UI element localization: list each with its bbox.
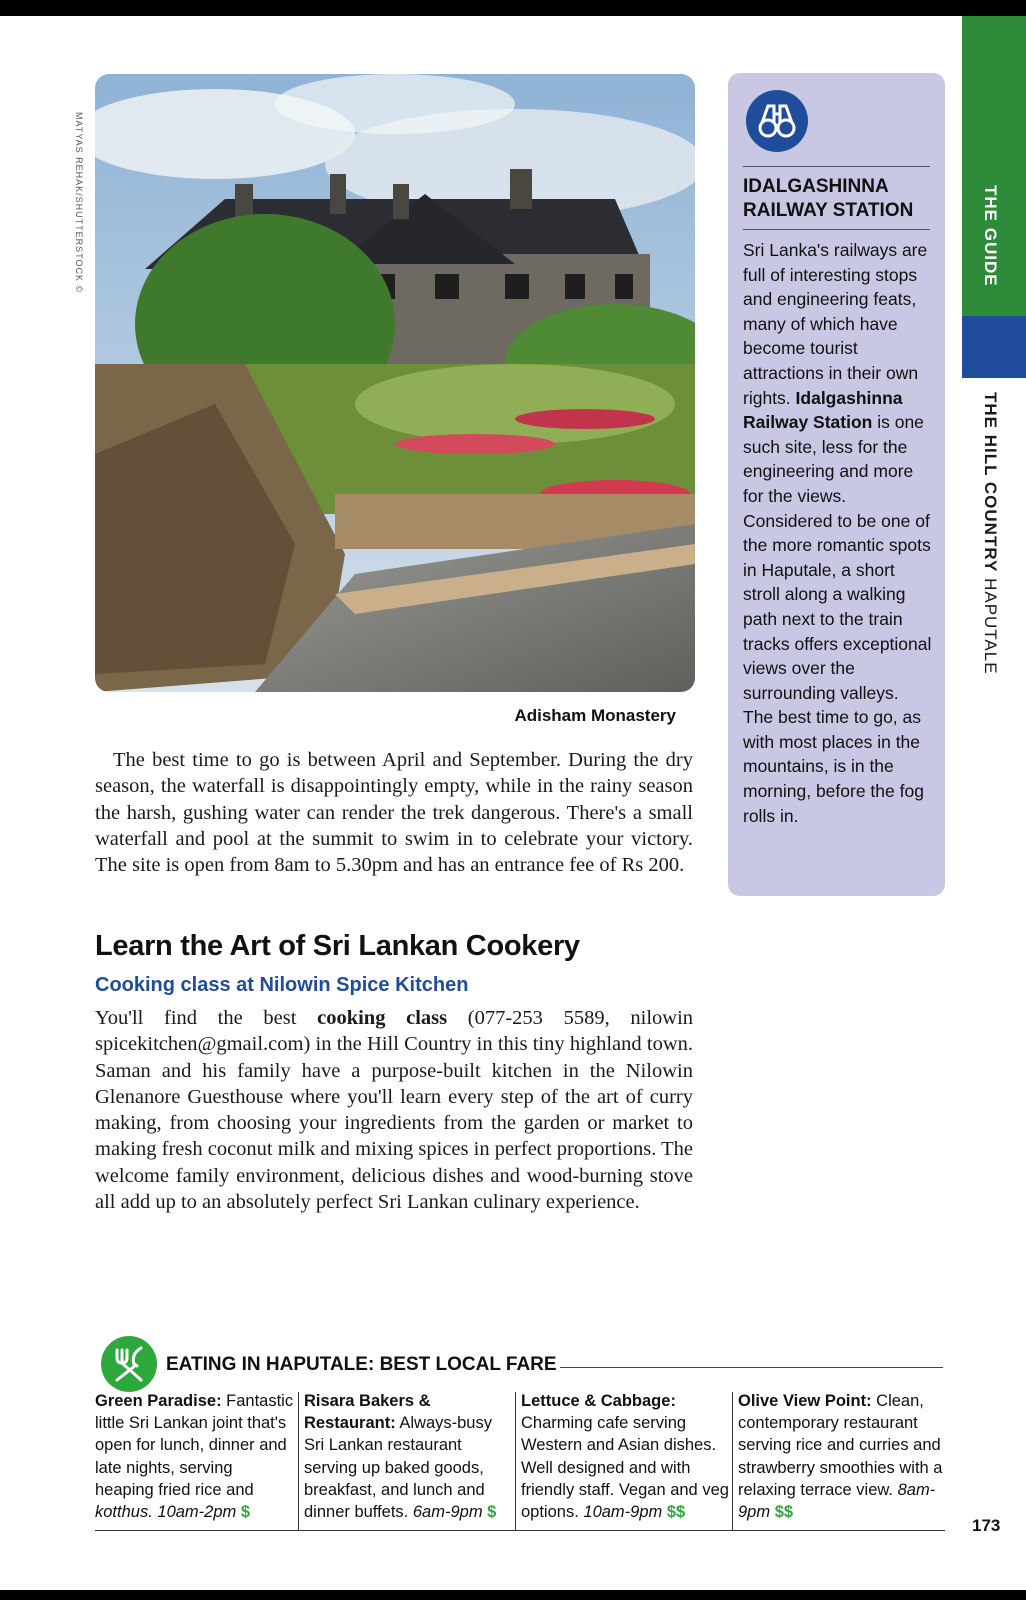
section-name: HAPUTALE	[981, 578, 1000, 675]
place-name: Olive View Point:	[738, 1392, 872, 1410]
photo-caption: Adisham Monastery	[514, 706, 676, 725]
page-number: 173	[972, 1516, 1001, 1535]
column-divider	[515, 1392, 516, 1530]
place-price: $	[240, 1503, 251, 1522]
chapter-label	[980, 392, 1000, 675]
place-desc: Charming cafe serving Western and Asian dishes. Well designed and with friendly staff. Vegan and veg options.	[521, 1414, 729, 1522]
place-hours: 10am-9pm	[583, 1503, 663, 1522]
top-black-bar	[0, 0, 1026, 16]
sidebar-highlight: Idalgashinna Railway Station	[743, 387, 903, 433]
intro-paragraph: The best time to go is between April and September. During the dry season, the waterfall is disappointingly empty, while in the rainy season the harsh, gushing water can render the trek dangerous. There's a small waterfall and pool at the summit to swim in to celebrate your victory. The site is open from 8am to 5.30pm and has an entrance fee of Rs 200.	[95, 749, 693, 877]
body-bold: cooking class	[317, 1007, 448, 1029]
place-desc: Clean, contemporary restaurant serving rice and curries and strawberry smoothies with a relaxing terrace view.	[738, 1392, 943, 1499]
guide-tab-label: THE GUIDE	[981, 185, 1000, 287]
place-price: $$	[666, 1503, 686, 1522]
column-divider	[732, 1392, 733, 1530]
body-start: You'll find the best	[95, 1007, 297, 1029]
sidebar-title: IDALGASHINNA RAILWAY STATION	[743, 176, 914, 221]
sidebar-body	[743, 238, 933, 828]
photo-credit: MATYAS REHAK/SHUTTERSTOCK ©	[74, 112, 84, 294]
place-hours: 8am-9pm	[738, 1480, 936, 1522]
list-item	[304, 1390, 512, 1523]
place-name: Green Paradise:	[95, 1392, 222, 1410]
sidebar-text-2: is one such site, less for the engineering and more for the views. Considered to be one of the more romantic spots in Haputale, a short stroll along a walking path next to the train tracks offers exceptional views over the surrounding valleys. The best time to go, as with most places in the mountains, is in the morning, before the fog rolls in.	[743, 412, 932, 826]
sidebar-text-1: Sri Lanka's railways are full of interesting stops and engineering feats, many of which have become tourist attractions in their own rights.	[743, 240, 928, 408]
place-price: $$	[774, 1503, 794, 1522]
eating-title: EATING IN HAPUTALE: BEST LOCAL FARE	[166, 1354, 557, 1375]
eating-title-rule	[560, 1367, 943, 1368]
list-item	[521, 1390, 729, 1523]
sidebar-top-rule	[743, 166, 930, 167]
place-hours: 6am-9pm	[412, 1503, 483, 1522]
place-desc-italic: kotthus.	[95, 1503, 153, 1522]
section-subheading: Cooking class at Nilowin Spice Kitchen	[95, 974, 469, 996]
column-divider	[298, 1392, 299, 1530]
binoculars-icon	[746, 90, 808, 152]
list-item	[95, 1390, 295, 1523]
bottom-black-bar	[0, 1590, 1026, 1600]
place-desc: Always-busy Sri Lankan restaurant serving up baked goods, breakfast, and lunch and dinner buffets.	[304, 1414, 492, 1522]
fork-knife-icon	[101, 1336, 157, 1392]
eating-bottom-rule	[95, 1530, 945, 1531]
chapter-tab-marker	[962, 316, 1026, 378]
place-price: $	[487, 1503, 497, 1522]
place-hours: 10am-2pm	[157, 1503, 237, 1522]
place-desc: Fantastic little Sri Lankan joint that's open for lunch, dinner and late nights, serving heaping fried rice and	[95, 1392, 294, 1499]
monastery-photo	[95, 74, 695, 692]
place-name: Lettuce & Cabbage:	[521, 1392, 676, 1410]
list-item	[738, 1390, 945, 1523]
section-heading: Learn the Art of Sri Lankan Cookery	[95, 930, 580, 962]
sidebar-title-rule	[743, 229, 930, 230]
place-name: Risara Bakers & Restaurant:	[304, 1392, 431, 1433]
section-body	[95, 1005, 693, 1215]
body-rest: (077-253 5589, nilowin spicekitchen@gmail.com) in the Hill Country in this tiny highland town. Saman and his family have a purpose-built kitchen in the Nilowin Glenanore Guesthouse where you'll learn every step of the art of curry making, from choosing your ingredients from the garden or market to making fresh coconut milk and mixing spices in perfect proportions. The welcome family environment, delicious dishes and wood-burning stove all add up to an absolutely perfect Sri Lankan culinary experience.	[95, 1007, 694, 1214]
chapter-name: THE HILL COUNTRY	[981, 392, 1000, 573]
